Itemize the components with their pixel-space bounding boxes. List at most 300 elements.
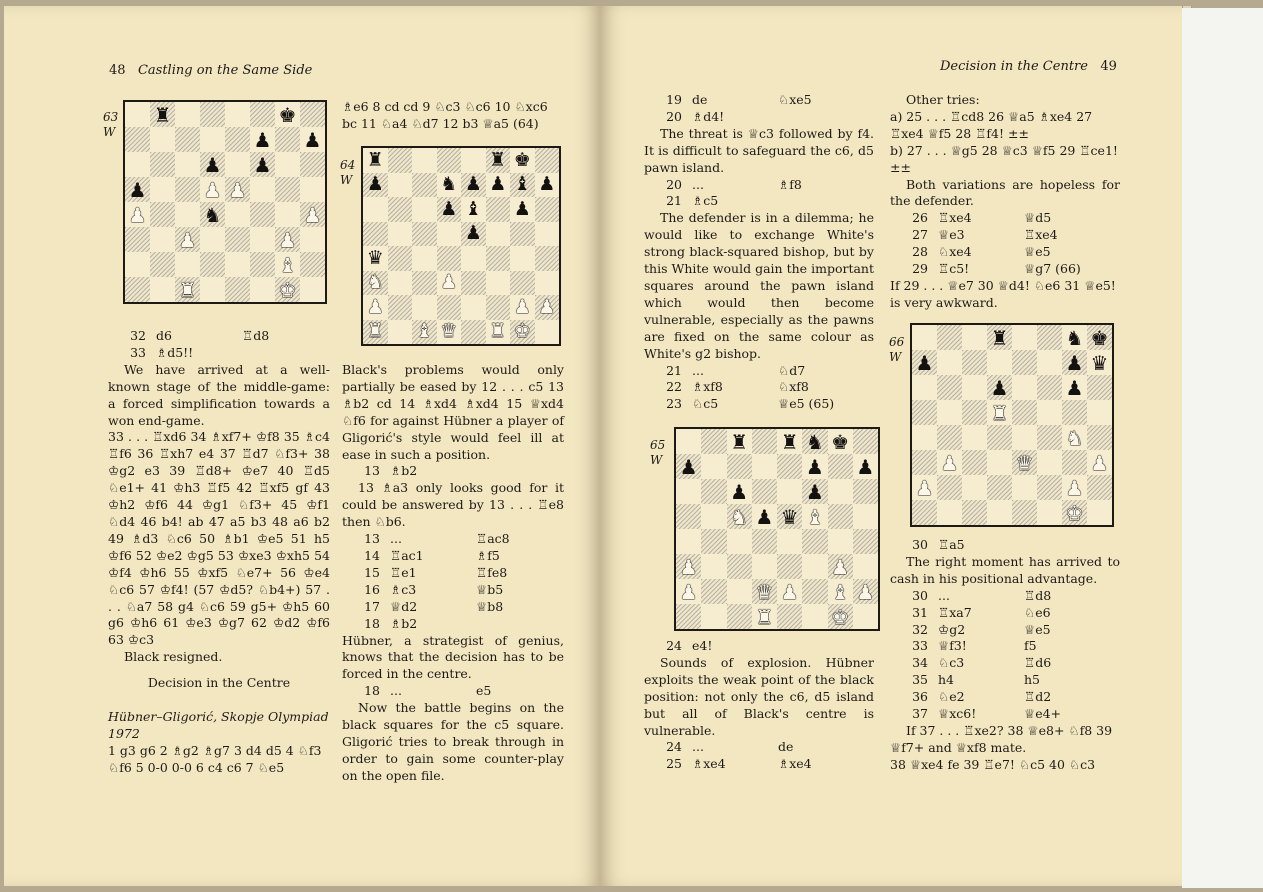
board-square bbox=[300, 177, 325, 202]
board-square bbox=[225, 152, 250, 177]
move-number: 24 bbox=[666, 638, 682, 653]
board-square bbox=[853, 504, 878, 529]
board-square bbox=[752, 579, 777, 604]
text-paragraph: The defender is in a dilemma; he would like to exchange White's strong black-squared bishop, but by this White would gain the important squares around the pawn island which would then become vulnerable, especially as the pawns are fixed on the same colour as White's g2 bishop. bbox=[644, 210, 874, 361]
black-rook-icon: ♜ bbox=[990, 325, 1009, 350]
board-square bbox=[437, 197, 462, 222]
board-square bbox=[1087, 475, 1112, 500]
board-square bbox=[125, 127, 150, 152]
board-square bbox=[701, 554, 726, 579]
board-square bbox=[363, 271, 388, 296]
board-square bbox=[200, 252, 225, 277]
move-line bbox=[342, 463, 564, 480]
board-square bbox=[388, 295, 413, 320]
white-move: ♕f3! bbox=[938, 638, 967, 654]
left-page bbox=[4, 6, 600, 886]
section-title: Decision in the Centre bbox=[147, 675, 291, 690]
black-move: ♘xf8 bbox=[778, 379, 809, 395]
board-square bbox=[125, 102, 150, 127]
move-line bbox=[890, 672, 1120, 689]
board-square bbox=[125, 277, 150, 302]
board-square bbox=[1062, 375, 1087, 400]
board-square bbox=[937, 500, 962, 525]
board-square bbox=[777, 529, 802, 554]
move-number: 15 bbox=[364, 564, 380, 580]
board-square bbox=[388, 197, 413, 222]
move-line bbox=[108, 345, 330, 362]
white-move: ♖a5 bbox=[938, 537, 965, 552]
white-rook-icon: ♜ bbox=[366, 320, 384, 343]
black-king-icon: ♚ bbox=[278, 102, 297, 127]
move-line bbox=[644, 739, 874, 756]
move-number: 37 bbox=[912, 706, 928, 722]
diagram-side-to-move: W bbox=[889, 350, 902, 364]
board-square bbox=[250, 152, 275, 177]
board-square bbox=[752, 554, 777, 579]
board-square bbox=[412, 222, 437, 247]
board-square bbox=[802, 579, 827, 604]
board-square bbox=[752, 479, 777, 504]
white-pawn-icon: ♟ bbox=[366, 295, 384, 318]
board-square bbox=[510, 222, 535, 247]
board-square bbox=[1012, 450, 1037, 475]
text-paragraph: 13 ♗a3 only looks good for it could be answered by 13 . . . ♖e8 then ♘b6. bbox=[342, 480, 564, 530]
board-square bbox=[461, 320, 486, 345]
black-rook-icon: ♜ bbox=[780, 429, 799, 454]
white-pawn-icon: ♟ bbox=[915, 475, 934, 500]
move-line bbox=[890, 588, 1120, 605]
board-square bbox=[461, 197, 486, 222]
board-square bbox=[412, 197, 437, 222]
board-square bbox=[150, 252, 175, 277]
move-line bbox=[644, 396, 874, 413]
board-square bbox=[912, 425, 937, 450]
board-square bbox=[1037, 475, 1062, 500]
board-square bbox=[363, 295, 388, 320]
board-square bbox=[1037, 375, 1062, 400]
board-square bbox=[962, 375, 987, 400]
white-pawn-icon: ♟ bbox=[856, 579, 875, 604]
board-square bbox=[1012, 400, 1037, 425]
white-king-icon: ♚ bbox=[278, 277, 297, 302]
black-move: e5 bbox=[476, 683, 492, 699]
board-square bbox=[200, 152, 225, 177]
board-square bbox=[461, 222, 486, 247]
right-running-head bbox=[940, 59, 1117, 74]
black-move bbox=[242, 345, 330, 362]
board-square bbox=[727, 529, 752, 554]
white-queen-icon: ♛ bbox=[1015, 450, 1034, 475]
board-square bbox=[535, 295, 560, 320]
white-move: ... bbox=[390, 683, 402, 699]
white-move: ♗c5 bbox=[692, 193, 719, 209]
board-square bbox=[300, 202, 325, 227]
board-square bbox=[437, 320, 462, 345]
board-square bbox=[510, 320, 535, 345]
black-move bbox=[778, 109, 874, 126]
board-square bbox=[412, 295, 437, 320]
text-paragraph: Black's problems would only partially be eased by 12 . . . c5 13 ♗b2 cd 14 ♗xd4 ♗xd4 15 ♕xd4 ♘f6 for against Hübner a player of Gligorić's style would feel ill at ease in such a position. bbox=[342, 362, 564, 462]
board-square bbox=[912, 325, 937, 350]
board-square bbox=[535, 246, 560, 271]
move-line bbox=[342, 599, 564, 616]
white-pawn-icon: ♟ bbox=[513, 295, 531, 318]
board-square bbox=[937, 350, 962, 375]
board-square bbox=[388, 148, 413, 173]
black-rook-icon: ♜ bbox=[153, 102, 172, 127]
board-square bbox=[828, 479, 853, 504]
white-move: ♕d2 bbox=[390, 598, 418, 614]
move-line bbox=[644, 363, 874, 380]
white-pawn-icon: ♟ bbox=[440, 271, 458, 294]
board-square bbox=[535, 148, 560, 173]
board-square bbox=[701, 604, 726, 629]
board-square bbox=[510, 295, 535, 320]
board-square bbox=[1012, 475, 1037, 500]
board-square bbox=[363, 148, 388, 173]
move-number: 19 bbox=[666, 92, 682, 107]
board-square bbox=[987, 500, 1012, 525]
board-square bbox=[802, 554, 827, 579]
board-square bbox=[1062, 425, 1087, 450]
white-knight-icon: ♞ bbox=[730, 504, 749, 529]
white-pawn-icon: ♟ bbox=[278, 227, 297, 252]
white-knight-icon: ♞ bbox=[366, 271, 384, 294]
board-square bbox=[200, 202, 225, 227]
black-move: ♗f5 bbox=[476, 547, 500, 563]
black-pawn-icon: ♟ bbox=[990, 375, 1009, 400]
move-number: 17 bbox=[364, 598, 380, 614]
black-move: ♖xe4 bbox=[1024, 227, 1058, 243]
black-move: ♖ac8 bbox=[476, 531, 510, 547]
board-square bbox=[853, 554, 878, 579]
board-square bbox=[461, 271, 486, 296]
board-square bbox=[486, 222, 511, 247]
move-number: 32 bbox=[912, 621, 928, 637]
move-line bbox=[890, 244, 1120, 261]
move-number: 35 bbox=[912, 672, 928, 688]
board-square bbox=[225, 102, 250, 127]
move-number: 21 bbox=[666, 193, 682, 209]
chessboard bbox=[910, 323, 1114, 527]
black-knight-icon: ♞ bbox=[805, 429, 824, 454]
white-pawn-icon: ♟ bbox=[228, 177, 247, 202]
left-column-2-text bbox=[342, 99, 564, 133]
black-pawn-icon: ♟ bbox=[755, 504, 774, 529]
board-square bbox=[150, 102, 175, 127]
black-pawn-icon: ♟ bbox=[366, 173, 384, 196]
board-square bbox=[676, 479, 701, 504]
board-square bbox=[125, 202, 150, 227]
board-square bbox=[250, 102, 275, 127]
board-square bbox=[461, 246, 486, 271]
move-line bbox=[108, 328, 330, 345]
board-square bbox=[912, 350, 937, 375]
board-square bbox=[412, 173, 437, 198]
section-heading-block bbox=[108, 675, 330, 692]
board-square bbox=[412, 246, 437, 271]
board-square bbox=[437, 271, 462, 296]
move-line bbox=[644, 756, 874, 773]
black-queen-icon: ♛ bbox=[1090, 350, 1109, 375]
black-pawn-icon: ♟ bbox=[805, 454, 824, 479]
white-move: ... bbox=[938, 587, 950, 603]
board-square bbox=[987, 450, 1012, 475]
board-square bbox=[912, 475, 937, 500]
black-pawn-icon: ♟ bbox=[464, 173, 482, 196]
text-paragraph: If 37 . . . ♖xe2? 38 ♕e8+ ♘f8 39 ♕f7+ and ♕xf8 mate. bbox=[890, 722, 1113, 755]
black-pawn-icon: ♟ bbox=[805, 479, 824, 504]
board-square bbox=[275, 277, 300, 302]
board-square bbox=[535, 222, 560, 247]
board-square bbox=[937, 475, 962, 500]
board-square bbox=[701, 504, 726, 529]
board-square bbox=[802, 504, 827, 529]
black-pawn-icon: ♟ bbox=[915, 350, 934, 375]
board-square bbox=[250, 202, 275, 227]
right-page-number: 49 bbox=[1100, 59, 1117, 74]
board-square bbox=[828, 579, 853, 604]
white-move: ♗d5!! bbox=[156, 344, 194, 360]
board-square bbox=[250, 277, 275, 302]
white-bishop-icon: ♝ bbox=[805, 504, 824, 529]
move-line bbox=[890, 537, 1120, 554]
board-square bbox=[175, 252, 200, 277]
board-square bbox=[175, 202, 200, 227]
left-page-number: 48 bbox=[109, 63, 126, 78]
board-square bbox=[225, 227, 250, 252]
board-square bbox=[1087, 350, 1112, 375]
board-square bbox=[535, 173, 560, 198]
board-square bbox=[1012, 350, 1037, 375]
board-square bbox=[987, 375, 1012, 400]
move-line bbox=[644, 638, 874, 655]
move-number: 24 bbox=[666, 739, 682, 755]
black-pawn-icon: ♟ bbox=[679, 454, 698, 479]
board-square bbox=[150, 227, 175, 252]
board-square bbox=[437, 148, 462, 173]
move-line bbox=[890, 622, 1120, 639]
white-move: ♗c3 bbox=[390, 581, 417, 597]
chessboard bbox=[361, 146, 561, 346]
black-pawn-icon: ♟ bbox=[1065, 350, 1084, 375]
move-number: 33 bbox=[130, 344, 146, 360]
chessboard bbox=[123, 100, 327, 304]
board-square bbox=[486, 246, 511, 271]
board-square bbox=[1062, 400, 1087, 425]
board-square bbox=[510, 246, 535, 271]
board-square bbox=[828, 604, 853, 629]
white-move: ♗b2 bbox=[390, 615, 418, 631]
black-move: ♕e5 bbox=[1024, 244, 1051, 260]
text-paragraph: a) 25 . . . ♖cd8 26 ♕a5 ♗xe4 27 ♖xe4 ♕f5 28 ♖f4! ±± bbox=[890, 108, 1093, 141]
black-move: ♗xe4 bbox=[778, 756, 812, 772]
black-rook-icon: ♜ bbox=[366, 148, 384, 171]
board-square bbox=[175, 102, 200, 127]
diagram-number: 63 bbox=[103, 110, 119, 124]
board-square bbox=[300, 127, 325, 152]
white-move: ♘e2 bbox=[938, 689, 965, 705]
black-pawn-icon: ♟ bbox=[203, 152, 222, 177]
board-square bbox=[962, 475, 987, 500]
board-square bbox=[962, 450, 987, 475]
white-move: de bbox=[692, 92, 708, 107]
black-knight-icon: ♞ bbox=[203, 202, 222, 227]
board-square bbox=[300, 102, 325, 127]
black-pawn-icon: ♟ bbox=[513, 197, 531, 220]
board-square bbox=[1012, 500, 1037, 525]
board-square bbox=[937, 400, 962, 425]
board-square bbox=[727, 454, 752, 479]
right-column-1-lower bbox=[644, 638, 874, 773]
board-square bbox=[777, 479, 802, 504]
move-line bbox=[342, 616, 564, 633]
black-knight-icon: ♞ bbox=[1065, 325, 1084, 350]
move-number: 28 bbox=[912, 244, 928, 260]
black-knight-icon: ♞ bbox=[440, 173, 458, 196]
move-line bbox=[342, 548, 564, 565]
white-knight-icon: ♞ bbox=[1065, 425, 1084, 450]
board-square bbox=[727, 554, 752, 579]
white-pawn-icon: ♟ bbox=[679, 554, 698, 579]
move-number: 34 bbox=[912, 655, 928, 671]
black-move: ♘e6 bbox=[1024, 604, 1051, 620]
board-square bbox=[937, 325, 962, 350]
board-square bbox=[175, 177, 200, 202]
black-move: ♕d5 bbox=[1024, 210, 1052, 226]
board-square bbox=[777, 504, 802, 529]
white-queen-icon: ♛ bbox=[440, 320, 458, 343]
diagram-number: 64 bbox=[340, 158, 356, 172]
black-move: ♖d8 bbox=[1024, 587, 1052, 603]
board-square bbox=[1037, 325, 1062, 350]
board-square bbox=[962, 425, 987, 450]
board-square bbox=[701, 579, 726, 604]
board-square bbox=[676, 429, 701, 454]
white-pawn-icon: ♟ bbox=[128, 202, 147, 227]
board-square bbox=[363, 222, 388, 247]
white-move: ♔g2 bbox=[938, 621, 966, 637]
move-number: 33 bbox=[912, 638, 928, 654]
move-number: 22 bbox=[666, 379, 682, 395]
board-square bbox=[676, 554, 701, 579]
board-square bbox=[175, 227, 200, 252]
black-king-icon: ♚ bbox=[1090, 325, 1109, 350]
chessboard bbox=[674, 427, 880, 631]
white-move: ♕xc6! bbox=[938, 706, 977, 722]
white-move: ♗xe4 bbox=[692, 756, 726, 772]
black-queen-icon: ♛ bbox=[780, 504, 799, 529]
move-number: 20 bbox=[666, 176, 682, 192]
board-square bbox=[437, 246, 462, 271]
white-move: ♕e3 bbox=[938, 227, 965, 243]
black-bishop-icon: ♝ bbox=[513, 173, 531, 196]
diagram-side-to-move: W bbox=[103, 125, 116, 139]
board-square bbox=[363, 173, 388, 198]
board-square bbox=[388, 246, 413, 271]
board-square bbox=[388, 320, 413, 345]
black-move: ♕b5 bbox=[476, 581, 504, 597]
board-square bbox=[1087, 450, 1112, 475]
board-square bbox=[912, 450, 937, 475]
board-square bbox=[962, 400, 987, 425]
right-column-1-text bbox=[644, 92, 874, 413]
board-square bbox=[853, 579, 878, 604]
move-line bbox=[644, 92, 874, 109]
move-number: 31 bbox=[912, 604, 928, 620]
black-rook-icon: ♜ bbox=[730, 429, 749, 454]
board-square bbox=[175, 277, 200, 302]
move-number: 25 bbox=[666, 756, 682, 772]
board-square bbox=[987, 425, 1012, 450]
white-pawn-icon: ♟ bbox=[940, 450, 959, 475]
board-square bbox=[1062, 475, 1087, 500]
board-square bbox=[250, 127, 275, 152]
white-move: ♖c5! bbox=[938, 261, 970, 277]
text-paragraph: 38 ♕xe4 fe 39 ♖e7! ♘c5 40 ♘c3 bbox=[890, 756, 1096, 772]
board-square bbox=[200, 277, 225, 302]
white-move: ♘c3 bbox=[938, 655, 965, 671]
board-square bbox=[510, 173, 535, 198]
move-line bbox=[890, 655, 1120, 672]
move-number: 20 bbox=[666, 108, 682, 124]
move-line bbox=[342, 582, 564, 599]
board-square bbox=[727, 429, 752, 454]
right-page bbox=[600, 6, 1182, 886]
text-paragraph: The threat is ♕c3 followed by f4. It is difficult to safeguard the c6, d5 pawn island. bbox=[644, 125, 874, 175]
board-square bbox=[701, 479, 726, 504]
move-line bbox=[342, 565, 564, 582]
board-square bbox=[676, 529, 701, 554]
board-square bbox=[752, 504, 777, 529]
board-square bbox=[1037, 400, 1062, 425]
white-rook-icon: ♜ bbox=[178, 277, 197, 302]
white-move: ... bbox=[390, 531, 402, 547]
board-square bbox=[937, 450, 962, 475]
board-square bbox=[461, 173, 486, 198]
black-move bbox=[476, 616, 564, 633]
white-pawn-icon: ♟ bbox=[538, 295, 556, 318]
white-move: ♗d4! bbox=[692, 108, 725, 124]
move-number: 36 bbox=[912, 689, 928, 705]
board-square bbox=[125, 252, 150, 277]
board-square bbox=[987, 325, 1012, 350]
left-chapter-title: Castling on the Same Side bbox=[137, 63, 313, 78]
move-line bbox=[342, 683, 564, 700]
text-paragraph: 1 g3 g6 2 ♗g2 ♗g7 3 d4 d5 4 ♘f3 ♘f6 5 0-0 0-0 6 c4 c6 7 ♘e5 bbox=[108, 742, 322, 775]
board-square bbox=[275, 227, 300, 252]
board-square bbox=[486, 173, 511, 198]
black-move: ♖d6 bbox=[1024, 655, 1052, 671]
white-move: ♘c5 bbox=[692, 396, 719, 412]
board-square bbox=[225, 127, 250, 152]
board-square bbox=[275, 202, 300, 227]
black-move bbox=[778, 638, 874, 655]
board-square bbox=[300, 252, 325, 277]
black-king-icon: ♚ bbox=[513, 148, 531, 171]
board-square bbox=[937, 425, 962, 450]
board-square bbox=[275, 152, 300, 177]
board-square bbox=[150, 127, 175, 152]
white-pawn-icon: ♟ bbox=[203, 177, 222, 202]
black-move: ♕g7 (66) bbox=[1024, 261, 1081, 277]
board-square bbox=[802, 429, 827, 454]
text-paragraph: Sounds of explosion. Hübner exploits the weak point of the black position: not only the c6, d5 island but all of Black's centre is vulnerable. bbox=[644, 654, 874, 738]
black-pawn-icon: ♟ bbox=[440, 197, 458, 220]
board-square bbox=[225, 277, 250, 302]
black-move bbox=[778, 193, 874, 210]
board-square bbox=[1012, 375, 1037, 400]
